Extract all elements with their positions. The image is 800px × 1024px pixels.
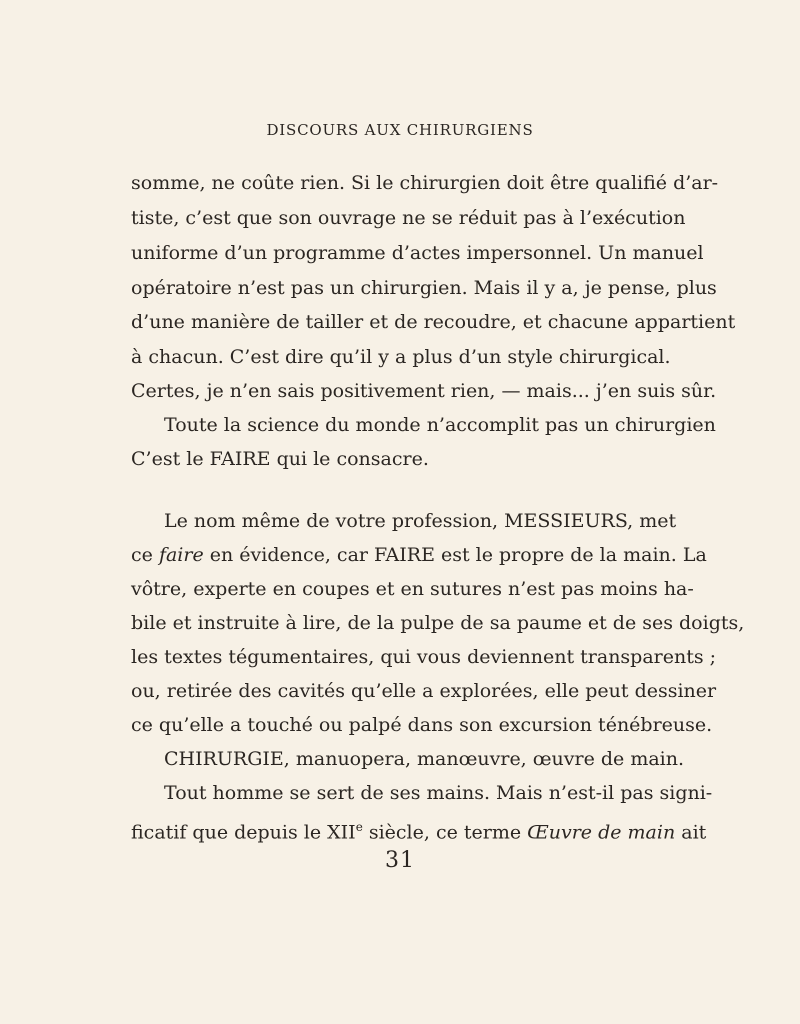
italic-word: faire <box>158 544 204 566</box>
text-line: Toute la science du monde n’accomplit pas un chirurgien <box>164 414 716 436</box>
text-fragment: ce <box>131 544 159 566</box>
text-line: bile et instruite à lire, de la pulpe de sa paume et de ses doigts, <box>131 612 745 634</box>
text-fragment: en évidence, car FAIRE est le propre de la main. La <box>203 544 707 566</box>
text-line: d’une manière de tailler et de recoudre, et chacune appartient <box>131 311 736 333</box>
text-fragment: ficatif que depuis le XII <box>131 821 356 844</box>
italic-phrase: Œuvre de main <box>527 821 676 844</box>
text-line <box>131 810 707 849</box>
superscript: e <box>355 820 363 834</box>
text-line: ce qu’elle a touché ou palpé dans son excursion ténébreuse. <box>131 714 713 736</box>
text-line: tiste, c’est que son ouvrage ne se réduit pas à l’exécution <box>131 207 686 229</box>
text-line: somme, ne coûte rien. Si le chirurgien doit être qualifié d’ar- <box>131 172 719 194</box>
text-fragment: siècle, ce terme <box>362 821 528 844</box>
text-line: à chacun. C’est dire qu’il y a plus d’un style chirurgical. <box>131 346 671 368</box>
text-line: C’est le FAIRE qui le consacre. <box>131 448 429 470</box>
text-line: ou, retirée des cavités qu’elle a explorées, elle peut dessiner <box>131 680 717 702</box>
text-line: les textes tégumentaires, qui vous deviennent transparents ; <box>131 646 717 668</box>
text-line <box>131 538 707 572</box>
text-line: uniforme d’un programme d’actes impersonnel. Un manuel <box>131 242 704 264</box>
text-line: opératoire n’est pas un chirurgien. Mais il y a, je pense, plus <box>131 277 717 299</box>
text-line: vôtre, experte en coupes et en sutures n’est pas moins ha- <box>131 578 694 600</box>
text-line: Le nom même de votre profession, MESSIEURS, met <box>164 510 677 532</box>
page-number: 31 <box>385 848 415 873</box>
running-head: DISCOURS AUX CHIRURGIENS <box>266 121 534 139</box>
text-line: Certes, je n’en sais positivement rien, — mais... j’en suis sûr. <box>131 380 717 402</box>
text-line: Tout homme se sert de ses mains. Mais n’est-il pas signi- <box>164 782 713 804</box>
text-line: CHIRURGIE, manuopera, manœuvre, œuvre de main. <box>164 748 685 770</box>
text-fragment: ait <box>675 821 707 844</box>
